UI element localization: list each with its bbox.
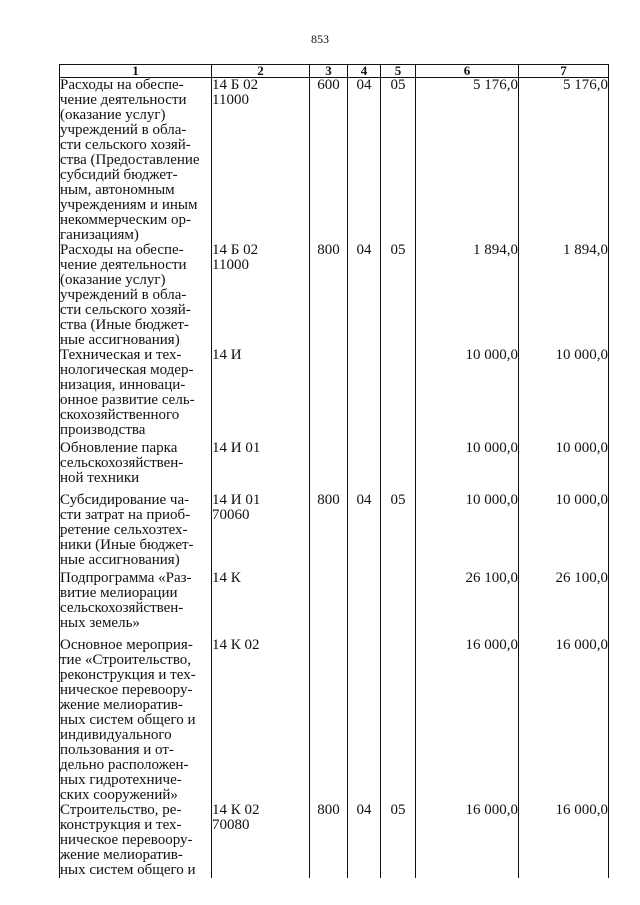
row-col-6: 16 000,0	[416, 638, 519, 803]
row-col-7: 1 894,0	[519, 243, 609, 348]
table-row	[60, 571, 609, 638]
row-col-3: 800	[310, 493, 348, 571]
row-col-7: 10 000,0	[519, 493, 609, 571]
row-name: Техническая и тех- нологическая модер- низация, инноваци- онное развитие сель- скохозяйственного производства	[60, 348, 212, 441]
row-col-4: 04	[348, 493, 381, 571]
table-row	[60, 348, 609, 441]
row-code: 14 Б 02 11000	[212, 78, 310, 244]
row-code: 14 И	[212, 348, 310, 441]
row-col-4: 04	[348, 243, 381, 348]
row-col-5	[381, 348, 416, 441]
row-col-5: 05	[381, 78, 416, 244]
row-col-5: 05	[381, 803, 416, 878]
row-code: 14 Б 02 11000	[212, 243, 310, 348]
row-col-6: 26 100,0	[416, 571, 519, 638]
row-col-3: 800	[310, 243, 348, 348]
table-row	[60, 638, 609, 803]
row-col-3: 800	[310, 803, 348, 878]
row-code: 14 И 01	[212, 441, 310, 493]
row-col-4	[348, 571, 381, 638]
header-col-6: 6	[416, 65, 519, 78]
row-col-7: 16 000,0	[519, 638, 609, 803]
row-col-5	[381, 571, 416, 638]
row-col-6: 16 000,0	[416, 803, 519, 878]
page-number: 853	[311, 32, 329, 46]
row-col-6: 10 000,0	[416, 348, 519, 441]
header-col-7: 7	[519, 65, 609, 78]
table-row	[60, 493, 609, 571]
row-col-7: 10 000,0	[519, 348, 609, 441]
header-col-4: 4	[348, 65, 381, 78]
row-code: 14 И 01 70060	[212, 493, 310, 571]
table-row	[60, 78, 609, 244]
header-row	[60, 65, 609, 78]
budget-table	[59, 64, 609, 878]
row-name: Субсидирование ча- сти затрат на приоб- ретение сельхозтех- ники (Иные бюджет- ные ассигнования)	[60, 493, 212, 571]
table-row	[60, 441, 609, 493]
row-col-4	[348, 348, 381, 441]
row-col-3	[310, 441, 348, 493]
header-col-5: 5	[381, 65, 416, 78]
row-col-3	[310, 638, 348, 803]
row-col-7: 5 176,0	[519, 78, 609, 244]
row-name: Расходы на обеспе- чение деятельности (оказание услуг) учреждений в обла- сти сельского хозяй- ства (Предоставление субсидий бюджет- ным, автономным учреждениям и иным некоммерческим ор- ганизациям)	[60, 78, 212, 244]
header-col-2: 2	[212, 65, 310, 78]
row-col-3	[310, 348, 348, 441]
row-code: 14 К 02	[212, 638, 310, 803]
row-col-3: 600	[310, 78, 348, 244]
row-col-6: 1 894,0	[416, 243, 519, 348]
header-col-1: 1	[60, 65, 212, 78]
row-col-5: 05	[381, 493, 416, 571]
row-col-6: 10 000,0	[416, 493, 519, 571]
row-name: Основное мероприя- тие «Строительство, реконструкция и тех- ническое перевоору- жение мелиоратив- ных систем общего и индивидуального пользования и от- дельно расположен- ных гидротехниче- ских сооружений»	[60, 638, 212, 803]
header-col-3: 3	[310, 65, 348, 78]
row-col-6: 5 176,0	[416, 78, 519, 244]
table-row	[60, 243, 609, 348]
row-col-4	[348, 441, 381, 493]
row-name: Подпрограмма «Раз- витие мелиорации сельскохозяйствен- ных земель»	[60, 571, 212, 638]
row-col-4	[348, 638, 381, 803]
row-col-4: 04	[348, 78, 381, 244]
row-code: 14 К 02 70080	[212, 803, 310, 878]
row-col-7: 10 000,0	[519, 441, 609, 493]
row-col-7: 16 000,0	[519, 803, 609, 878]
row-col-4: 04	[348, 803, 381, 878]
row-name: Строительство, ре- конструкция и тех- ническое перевоору- жение мелиоратив- ных систем общего и	[60, 803, 212, 878]
row-name: Расходы на обеспе- чение деятельности (оказание услуг) учреждений в обла- сти сельского хозяй- ства (Иные бюджет- ные ассигнования)	[60, 243, 212, 348]
row-name: Обновление парка сельскохозяйствен- ной техники	[60, 441, 212, 493]
row-col-5: 05	[381, 243, 416, 348]
row-col-6: 10 000,0	[416, 441, 519, 493]
row-col-5	[381, 638, 416, 803]
row-col-5	[381, 441, 416, 493]
row-code: 14 К	[212, 571, 310, 638]
row-col-3	[310, 571, 348, 638]
row-col-7: 26 100,0	[519, 571, 609, 638]
table-row	[60, 803, 609, 878]
